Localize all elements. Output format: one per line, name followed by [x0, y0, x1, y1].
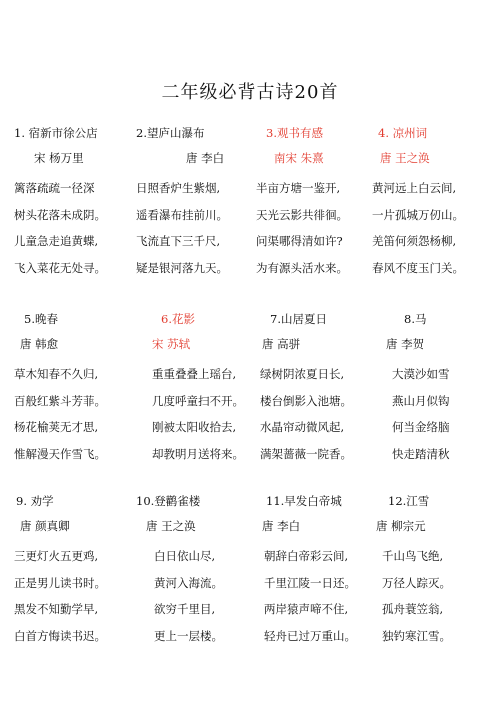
- poem-line: 燕山月似钩: [392, 393, 450, 408]
- poem-lines: [254, 175, 374, 281]
- poem-title: 2.望庐山瀑布: [136, 126, 205, 140]
- poem-lines: [370, 543, 490, 649]
- poem-lines: [136, 361, 256, 467]
- poem-line: 草木知春不久归,: [14, 367, 99, 381]
- poem-line: 黄河入海流。: [154, 575, 223, 590]
- poem-block: [136, 492, 256, 649]
- poem-author: 唐 王之涣: [380, 151, 430, 165]
- poem-line: 刚被太阳收拾去,: [152, 420, 237, 434]
- poem-line: 飞入菜花无处寻。: [14, 260, 106, 275]
- poem-line: 水晶帘动微风起,: [260, 420, 345, 434]
- poem-block: [370, 492, 490, 649]
- poem-line: 黄河远上白云间,: [372, 181, 457, 195]
- poem-line: 绿树阴浓夏日长,: [260, 367, 345, 381]
- poem-title: 12.江雪: [388, 494, 430, 508]
- poem-line: 为有源头活水来。: [256, 260, 348, 275]
- poem-author: 宋 苏轼: [152, 337, 191, 351]
- poem-block: [14, 124, 134, 281]
- poem-line: 疑是银河落九天。: [136, 260, 228, 275]
- poem-block: [14, 310, 134, 467]
- poem-author: 唐 高骈: [262, 337, 301, 351]
- poem-block: [254, 124, 374, 281]
- poem-line: 独钓寒江雪。: [382, 628, 451, 643]
- poem-block: [14, 492, 134, 649]
- poem-line: 更上一层楼。: [154, 628, 223, 643]
- poem-line: 一片孤城万仞山。: [372, 207, 464, 222]
- poem-line: 日照香炉生紫烟,: [136, 181, 221, 195]
- poem-line: 轻舟已过万重山。: [264, 628, 356, 643]
- poem-line: 儿童急走追黄蝶,: [14, 234, 99, 248]
- poem-line: 孤舟蓑笠翁,: [382, 602, 444, 616]
- poem-line: 几度呼童扫不开。: [152, 393, 244, 408]
- poem-block: [254, 492, 374, 649]
- poem-title: 1. 宿新市徐公店: [14, 126, 98, 140]
- poem-line: 白日依山尽,: [154, 549, 216, 563]
- poem-author: 唐 柳宗元: [376, 519, 426, 533]
- poem-line: 快走踏清秋: [392, 446, 450, 461]
- poem-title: 4. 凉州词: [378, 126, 428, 140]
- poem-lines: [254, 543, 374, 649]
- poem-author: 唐 王之涣: [146, 519, 196, 533]
- poem-line: 三更灯火五更鸡,: [14, 549, 99, 563]
- poem-block: [254, 310, 374, 467]
- poem-line: 遥看瀑布挂前川。: [136, 207, 228, 222]
- poem-lines: [370, 361, 490, 467]
- poem-block: [370, 310, 490, 467]
- poem-line: 重重叠叠上瑶台,: [152, 367, 237, 381]
- poem-lines: [14, 543, 134, 649]
- poem-line: 何当金络脑: [392, 420, 450, 434]
- poem-author: 唐 颜真卿: [20, 519, 70, 533]
- poem-line: 却教明月送将来。: [152, 446, 244, 461]
- poem-line: 半亩方塘一鉴开,: [256, 181, 341, 195]
- poem-block: [136, 310, 256, 467]
- poem-title: 7.山居夏日: [270, 312, 327, 326]
- poem-block: [136, 124, 256, 281]
- poem-line: 楼台倒影入池塘。: [260, 393, 352, 408]
- poem-line: 篱落疏疏一径深: [14, 181, 95, 195]
- poem-title: 8.马: [404, 312, 427, 326]
- poem-lines: [136, 543, 256, 649]
- poem-line: 惟解漫天作雪飞。: [14, 446, 106, 461]
- poem-line: 杨花榆荚无才思,: [14, 420, 99, 434]
- poem-line: 白首方悔读书迟。: [14, 628, 106, 643]
- poem-line: 问渠哪得清如许?: [256, 234, 343, 248]
- poem-lines: [14, 175, 134, 281]
- poem-author: 唐 李贺: [386, 337, 425, 351]
- poem-title: 11.早发白帝城: [266, 494, 342, 508]
- poem-line: 百般红紫斗芳菲。: [14, 393, 106, 408]
- poem-line: 千里江陵一日还。: [264, 575, 356, 590]
- poem-line: 欲穷千里目,: [154, 602, 216, 616]
- poem-lines: [370, 175, 490, 281]
- page-title: 二年级必背古诗20首: [161, 82, 339, 103]
- poem-lines: [254, 361, 374, 467]
- poem-line: 春风不度玉门关。: [372, 260, 464, 275]
- poem-lines: [136, 175, 256, 281]
- poem-block: [370, 124, 490, 281]
- poem-line: 万径人踪灭。: [382, 575, 451, 590]
- poem-author: 唐 李白: [186, 151, 225, 165]
- poem-line: 满架蔷薇一院香。: [260, 446, 352, 461]
- poem-line: 大漠沙如雪: [392, 367, 450, 381]
- poem-line: 天光云影共徘徊。: [256, 207, 348, 222]
- poem-line: 正是男儿读书时。: [14, 575, 106, 590]
- poem-lines: [14, 361, 134, 467]
- poem-title: 9. 劝学: [16, 494, 54, 508]
- poem-title: 10.登鹳雀楼: [136, 494, 201, 508]
- poem-line: 两岸猿声啼不住,: [264, 602, 349, 616]
- poem-line: 黑发不知勤学早,: [14, 602, 99, 616]
- poem-author: 唐 韩愈: [20, 337, 59, 351]
- poem-line: 树头花落未成阴。: [14, 207, 106, 222]
- poem-title: 3.观书有感: [266, 126, 323, 140]
- poem-author: 宋 杨万里: [34, 151, 84, 165]
- poem-title: 5.晚春: [24, 312, 58, 326]
- poem-author: 唐 李白: [262, 519, 301, 533]
- poem-line: 千山鸟飞绝,: [382, 549, 444, 563]
- poem-author: 南宋 朱熹: [274, 151, 324, 165]
- poem-line: 朝辞白帝彩云间,: [264, 549, 349, 563]
- poem-title: 6.花影: [161, 312, 195, 326]
- poem-line: 飞流直下三千尺,: [136, 234, 221, 248]
- poem-line: 羌笛何须怨杨柳,: [372, 234, 457, 248]
